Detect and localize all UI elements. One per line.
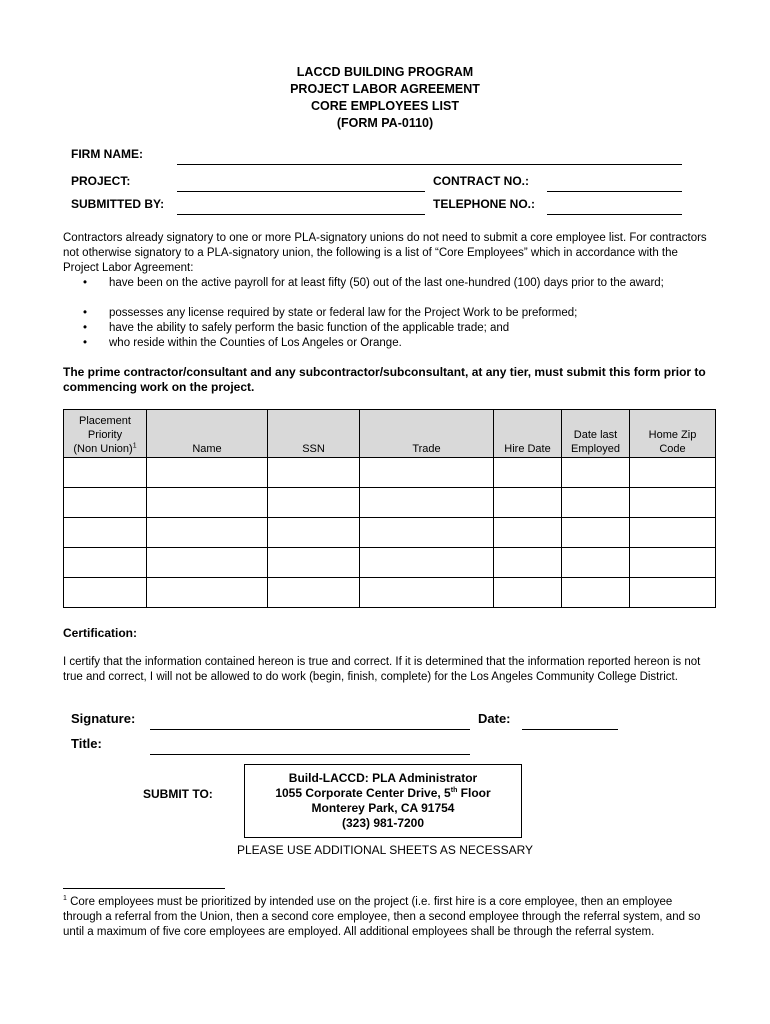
table-cell[interactable] bbox=[494, 458, 562, 488]
bullet-text: possesses any license required by state or federal law for the Project Work to be preformed; bbox=[109, 307, 578, 319]
table-cell[interactable] bbox=[64, 548, 147, 578]
table-header-row bbox=[64, 410, 716, 458]
additional-sheets-note: PLEASE USE ADDITIONAL SHEETS AS NECESSARY bbox=[236, 843, 534, 857]
table-row bbox=[64, 488, 716, 518]
project-field[interactable] bbox=[177, 191, 425, 192]
table-cell[interactable] bbox=[64, 488, 147, 518]
contract-no-field[interactable] bbox=[547, 191, 682, 192]
table-cell[interactable] bbox=[268, 518, 360, 548]
bullet-icon: • bbox=[83, 322, 88, 334]
table-cell[interactable] bbox=[562, 518, 630, 548]
telephone-no-label: TELEPHONE NO.: bbox=[433, 197, 536, 211]
table-cell[interactable] bbox=[562, 578, 630, 608]
submit-city: Monterey Park, CA 91754 bbox=[311, 801, 455, 815]
table-row bbox=[64, 578, 716, 608]
column-header-home-zip: Home Zip Code bbox=[630, 410, 716, 458]
table-cell[interactable] bbox=[147, 488, 268, 518]
table-row bbox=[64, 548, 716, 578]
bullet-text: have been on the active payroll for at least fifty (50) out of the last one-hundred (100) days prior to the award; bbox=[109, 277, 664, 289]
table-cell[interactable] bbox=[268, 458, 360, 488]
date-field[interactable] bbox=[522, 729, 618, 730]
list-item bbox=[83, 321, 699, 336]
telephone-no-field[interactable] bbox=[547, 214, 682, 215]
table-cell[interactable] bbox=[562, 548, 630, 578]
table-cell[interactable] bbox=[64, 458, 147, 488]
date-label: Date: bbox=[478, 711, 511, 726]
column-header-placement: Placement Priority (Non Union)$^1$ bbox=[64, 410, 147, 458]
table-cell[interactable] bbox=[630, 458, 716, 488]
table-cell[interactable] bbox=[494, 578, 562, 608]
table-cell[interactable] bbox=[630, 548, 716, 578]
column-header-hire-date: Hire Date bbox=[494, 410, 562, 458]
form-title-line-3: CORE EMPLOYEES LIST bbox=[311, 99, 459, 113]
table-cell[interactable] bbox=[360, 518, 494, 548]
table-row bbox=[64, 458, 716, 488]
certification-heading: Certification: bbox=[63, 626, 138, 640]
submitted-by-field[interactable] bbox=[177, 214, 425, 215]
list-item bbox=[83, 276, 699, 291]
table-cell[interactable] bbox=[360, 548, 494, 578]
table-cell[interactable] bbox=[268, 488, 360, 518]
table-cell[interactable] bbox=[360, 578, 494, 608]
table-cell[interactable] bbox=[494, 548, 562, 578]
table-cell[interactable] bbox=[494, 518, 562, 548]
form-title-line-1: LACCD BUILDING PROGRAM bbox=[296, 65, 474, 79]
intro-paragraph: Contractors already signatory to one or more PLA-signatory unions do not need to submit a core employee list. For contractors not otherwise signatory to a PLA-signatory union, the following is a list of “Core Employees” which in accordance with the Project Labor Agreement: bbox=[63, 232, 707, 274]
table-cell[interactable] bbox=[268, 578, 360, 608]
table-row bbox=[64, 518, 716, 548]
bullet-text: have the ability to safely perform the basic function of the applicable trade; and bbox=[109, 322, 510, 334]
submit-street: 1055 Corporate Center Drive, 5th Floor bbox=[275, 786, 491, 800]
signature-field[interactable] bbox=[150, 729, 470, 730]
table-cell[interactable] bbox=[64, 578, 147, 608]
title-field[interactable] bbox=[150, 754, 470, 755]
submit-org: Build-LACCD: PLA Administrator bbox=[288, 771, 478, 785]
table-cell[interactable] bbox=[268, 548, 360, 578]
table-cell[interactable] bbox=[630, 578, 716, 608]
footnote-separator bbox=[63, 888, 225, 889]
submit-address-box bbox=[244, 764, 522, 838]
column-header-ssn: SSN bbox=[268, 410, 360, 458]
list-item bbox=[83, 336, 699, 351]
bullet-icon: • bbox=[83, 277, 88, 289]
bullet-text: who reside within the Counties of Los Angeles or Orange. bbox=[109, 337, 402, 349]
table-cell[interactable] bbox=[562, 488, 630, 518]
column-header-trade: Trade bbox=[360, 410, 494, 458]
submitted-by-label: SUBMITTED BY: bbox=[71, 197, 165, 211]
table-cell[interactable] bbox=[630, 488, 716, 518]
certification-text: I certify that the information contained hereon is true and correct. If it is determined that the information reported hereon is not true and correct, I will not be allowed to do work (begin, finish, complete) for the Los Angeles Community College District. bbox=[63, 656, 701, 683]
table-cell[interactable] bbox=[494, 488, 562, 518]
table-cell[interactable] bbox=[147, 578, 268, 608]
submit-to-label: SUBMIT TO: bbox=[143, 787, 213, 801]
table-cell[interactable] bbox=[562, 458, 630, 488]
signature-label: Signature: bbox=[71, 711, 136, 726]
table-cell[interactable] bbox=[64, 518, 147, 548]
firm-name-field[interactable] bbox=[177, 164, 682, 165]
column-header-date-last-employed: Date last Employed bbox=[562, 410, 630, 458]
form-title-line-2: PROJECT LABOR AGREEMENT bbox=[290, 82, 480, 96]
footnote: $^1$ Core employees must be prioritized by intended use on the project (i.e. first hire is a core employee, then an employee through a referral from the Union, then a second core employee, then a second employee through the referral system, and so until a maximum of five core employees are employed. All additional employees shall be through the referral system. bbox=[63, 895, 701, 938]
table-cell[interactable] bbox=[360, 458, 494, 488]
bullet-icon: • bbox=[83, 337, 88, 349]
project-label: PROJECT: bbox=[71, 174, 131, 188]
list-item bbox=[83, 306, 699, 321]
table-cell[interactable] bbox=[147, 548, 268, 578]
submit-phone: (323) 981-7200 bbox=[341, 816, 425, 830]
column-header-name: Name bbox=[147, 410, 268, 458]
bullet-icon: • bbox=[83, 307, 88, 319]
firm-name-label: FIRM NAME: bbox=[71, 147, 143, 161]
table-cell[interactable] bbox=[147, 458, 268, 488]
table-cell[interactable] bbox=[147, 518, 268, 548]
prime-contractor-notice: The prime contractor/consultant and any subcontractor/subconsultant, at any tier, must submit this form prior to commencing work on the project. bbox=[63, 365, 706, 394]
form-number: (FORM PA-0110) bbox=[336, 116, 434, 130]
table-cell[interactable] bbox=[630, 518, 716, 548]
title-label: Title: bbox=[71, 736, 102, 751]
core-employees-table bbox=[63, 409, 716, 608]
table-cell[interactable] bbox=[360, 488, 494, 518]
contract-no-label: CONTRACT NO.: bbox=[433, 174, 529, 188]
